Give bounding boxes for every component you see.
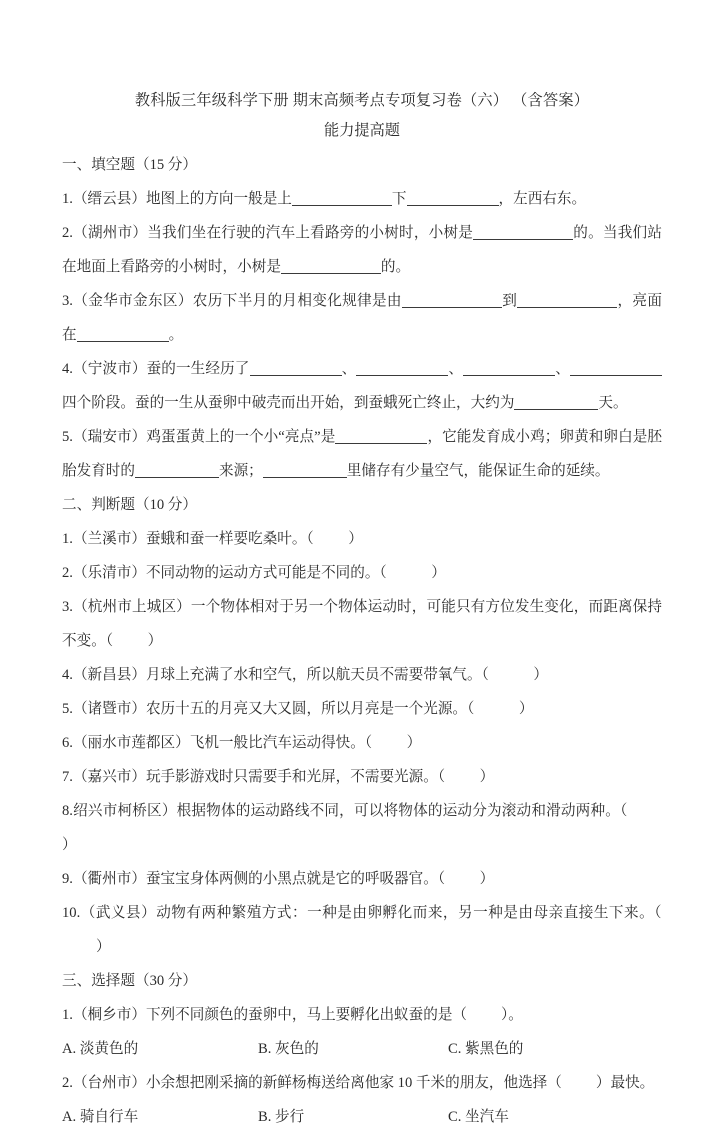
paren-close: ） <box>533 667 549 683</box>
q-region: （瑞安市） <box>72 429 147 445</box>
answer-blank[interactable] <box>77 327 169 342</box>
section-heading-choice: 三、选择题（30 分） <box>62 973 197 989</box>
q-text: 鸡蛋蛋黄上的一个小“亮点”是 <box>146 429 336 445</box>
q-number: 10. <box>62 905 81 921</box>
q-text: 。 <box>168 327 184 343</box>
q-number: 5. <box>62 429 73 445</box>
q-region: （台州市） <box>72 1075 146 1091</box>
fill-question-2 <box>62 216 662 284</box>
q-text: 月球上充满了水和空气，所以航天员不需要带氧气。 <box>145 667 482 683</box>
q-text: 飞机一般比汽车运动得快。 <box>189 735 365 751</box>
answer-blank[interactable] <box>292 191 392 206</box>
paren-open: （ <box>654 905 662 921</box>
q-region: （杭州市上城区） <box>72 599 191 615</box>
truefalse-question-1 <box>62 522 662 556</box>
paren-close: ） <box>518 701 534 717</box>
truefalse-question-2 <box>62 556 662 590</box>
truefalse-question-4 <box>62 658 662 692</box>
q-number: 5. <box>62 701 73 717</box>
q-region: 绍兴市柯桥区） <box>72 803 177 819</box>
truefalse-question-8 <box>62 794 662 862</box>
truefalse-question-3 <box>62 590 662 658</box>
choice-options-2 <box>62 1100 662 1134</box>
paren-close: ） <box>348 531 364 547</box>
q-text: 蚕的一生经历了 <box>146 361 250 377</box>
q-number: 3. <box>62 293 73 309</box>
q-number: 2. <box>62 565 73 581</box>
q-text: ）最快。 <box>595 1075 655 1091</box>
q-text: 小余想把刚采摘的新鲜杨梅送给离他家 10 千米的朋友，他选择（ <box>145 1075 562 1091</box>
q-number: 2. <box>62 1075 73 1091</box>
choice-question-1 <box>62 998 662 1032</box>
q-text: ，亮面在 <box>62 293 662 343</box>
q-text: 蚕宝宝身体两侧的小黑点就是它的呼吸器官。 <box>145 871 438 887</box>
q-text: 玩手影游戏时只需要手和光屏，不需要光源。 <box>145 769 438 785</box>
fill-question-4 <box>62 352 662 420</box>
q-text: 来源； <box>218 463 263 479</box>
paren-close: ） <box>96 939 112 955</box>
option-c[interactable]: C. 紫黑色的 <box>448 1041 524 1057</box>
paren-open: （ <box>105 633 114 649</box>
q-number: 4. <box>62 667 73 683</box>
option-b[interactable]: B. 步行 <box>258 1109 305 1125</box>
answer-blank[interactable] <box>514 395 598 410</box>
choice-options-1 <box>62 1032 662 1066</box>
answer-blank[interactable] <box>570 361 662 376</box>
q-text: 动物有两种繁殖方式：一种是由卵孵化而来，另一种是由母亲直接生下来。 <box>156 905 655 921</box>
truefalse-question-5 <box>62 692 662 726</box>
q-region: （桐乡市） <box>72 1007 146 1023</box>
q-region: （缙云县） <box>72 191 146 207</box>
q-text: 天。 <box>598 395 628 411</box>
q-text: 下 <box>391 191 407 207</box>
paren-open: （ <box>364 735 373 751</box>
q-region: （嘉兴市） <box>72 769 146 785</box>
paren-open: （ <box>620 803 628 819</box>
q-region: （乐清市） <box>72 565 146 581</box>
paren-open: （ <box>379 565 388 581</box>
q-text: 根据物体的运动路线不同，可以将物体的运动分为滚动和滑动两种。 <box>176 803 621 819</box>
fill-question-5 <box>62 420 662 488</box>
option-c[interactable]: C. 坐汽车 <box>448 1109 509 1125</box>
q-text: 四个阶段。蚕的一生从蚕卵中破壳而出开始，到蚕蛾死亡终止，大约为 <box>62 395 515 411</box>
answer-blank[interactable] <box>250 361 342 376</box>
answer-blank[interactable] <box>263 463 347 478</box>
q-region: （新昌县） <box>72 667 146 683</box>
q-number: 7. <box>62 769 73 785</box>
q-number: 1. <box>62 1007 73 1023</box>
page-title: 教科版三年级科学下册 期末高频考点专项复习卷（六） （含答案） <box>134 92 590 109</box>
q-region: （衢州市） <box>72 871 146 887</box>
q-text: 农历下半月的月相变化规律是由 <box>192 293 402 309</box>
q-text: 蚕蛾和蚕一样要吃桑叶。 <box>145 531 307 547</box>
q-number: 1. <box>62 191 73 207</box>
fill-question-1 <box>62 182 662 216</box>
q-region: （金华市金东区） <box>72 293 193 309</box>
q-sep: 、 <box>555 361 570 377</box>
truefalse-question-9 <box>62 862 662 896</box>
q-number: 3. <box>62 599 73 615</box>
q-text: 不同动物的运动方式可能是不同的。 <box>145 565 380 581</box>
q-region: （兰溪市） <box>72 531 146 547</box>
page-subtitle: 能力提高题 <box>324 122 400 139</box>
answer-blank[interactable] <box>135 463 219 478</box>
answer-blank[interactable] <box>356 361 448 376</box>
option-b[interactable]: B. 灰色的 <box>258 1041 319 1057</box>
q-text: 到 <box>501 293 518 309</box>
truefalse-question-6 <box>62 726 662 760</box>
q-text: ，它能发育成小鸡；卵黄和卵白是胚胎发育时的 <box>62 429 662 479</box>
choice-question-2 <box>62 1066 662 1100</box>
q-number: 8. <box>62 803 73 819</box>
section-heading-truefalse: 二、判断题（10 分） <box>62 497 197 513</box>
paren-open: （ <box>467 701 475 717</box>
fill-question-3 <box>62 284 662 352</box>
q-text: 下列不同颜色的蚕卵中，马上要孵化出蚁蚕的是（ <box>145 1007 468 1023</box>
answer-blank[interactable] <box>463 361 555 376</box>
truefalse-question-10 <box>62 896 662 964</box>
q-text: 地图上的方向一般是上 <box>145 191 292 207</box>
q-region: （武义县） <box>80 905 157 921</box>
option-a[interactable]: A. 淡黄色的 <box>62 1041 139 1057</box>
q-region: （湖州市） <box>72 225 148 241</box>
answer-blank[interactable] <box>517 293 617 308</box>
paren-close: ） <box>62 837 78 853</box>
paren-open: （ <box>437 769 446 785</box>
q-text: ，左西右东。 <box>498 191 587 207</box>
paren-close: ） <box>479 871 495 887</box>
paren-close: ） <box>406 735 422 751</box>
paren-open: （ <box>481 667 490 683</box>
q-sep: 、 <box>448 361 464 377</box>
paren-open: （ <box>437 871 446 887</box>
q-region: （诸暨市） <box>72 701 146 717</box>
answer-blank[interactable] <box>407 191 499 206</box>
q-number: 4. <box>62 361 73 377</box>
q-text: 一个物体相对于另一个物体运动时，可能只有方位发生变化，而距离保持不变。 <box>62 599 662 649</box>
answer-blank[interactable] <box>473 225 573 240</box>
q-number: 2. <box>62 225 73 241</box>
q-region: （宁波市） <box>72 361 147 377</box>
q-text: ）。 <box>501 1007 523 1023</box>
q-sep: 、 <box>341 361 357 377</box>
q-text: 里储存有少量空气，能保证生命的延续。 <box>346 463 610 479</box>
paren-close: ） <box>431 565 447 581</box>
q-number: 1. <box>62 531 73 547</box>
truefalse-question-7 <box>62 760 662 794</box>
paren-close: ） <box>147 633 163 649</box>
q-number: 6. <box>62 735 73 751</box>
answer-blank[interactable] <box>281 259 381 274</box>
answer-blank[interactable] <box>402 293 502 308</box>
q-number: 9. <box>62 871 73 887</box>
paren-close: ） <box>479 769 495 785</box>
q-text: 当我们坐在行驶的汽车上看路旁的小树时，小树是 <box>147 225 474 241</box>
answer-blank[interactable] <box>335 429 427 444</box>
option-a[interactable]: A. 骑自行车 <box>62 1109 139 1125</box>
section-heading-fill: 一、填空题（15 分） <box>62 157 197 173</box>
q-text: 农历十五的月亮又大又圆，所以月亮是一个光源。 <box>145 701 468 717</box>
paren-open: （ <box>306 531 315 547</box>
q-region: （丽水市莲都区） <box>72 735 190 751</box>
q-text: 的。 <box>380 259 411 275</box>
q-text: 的。当我们站在地面上看路旁的小树时，小树是 <box>62 225 662 275</box>
